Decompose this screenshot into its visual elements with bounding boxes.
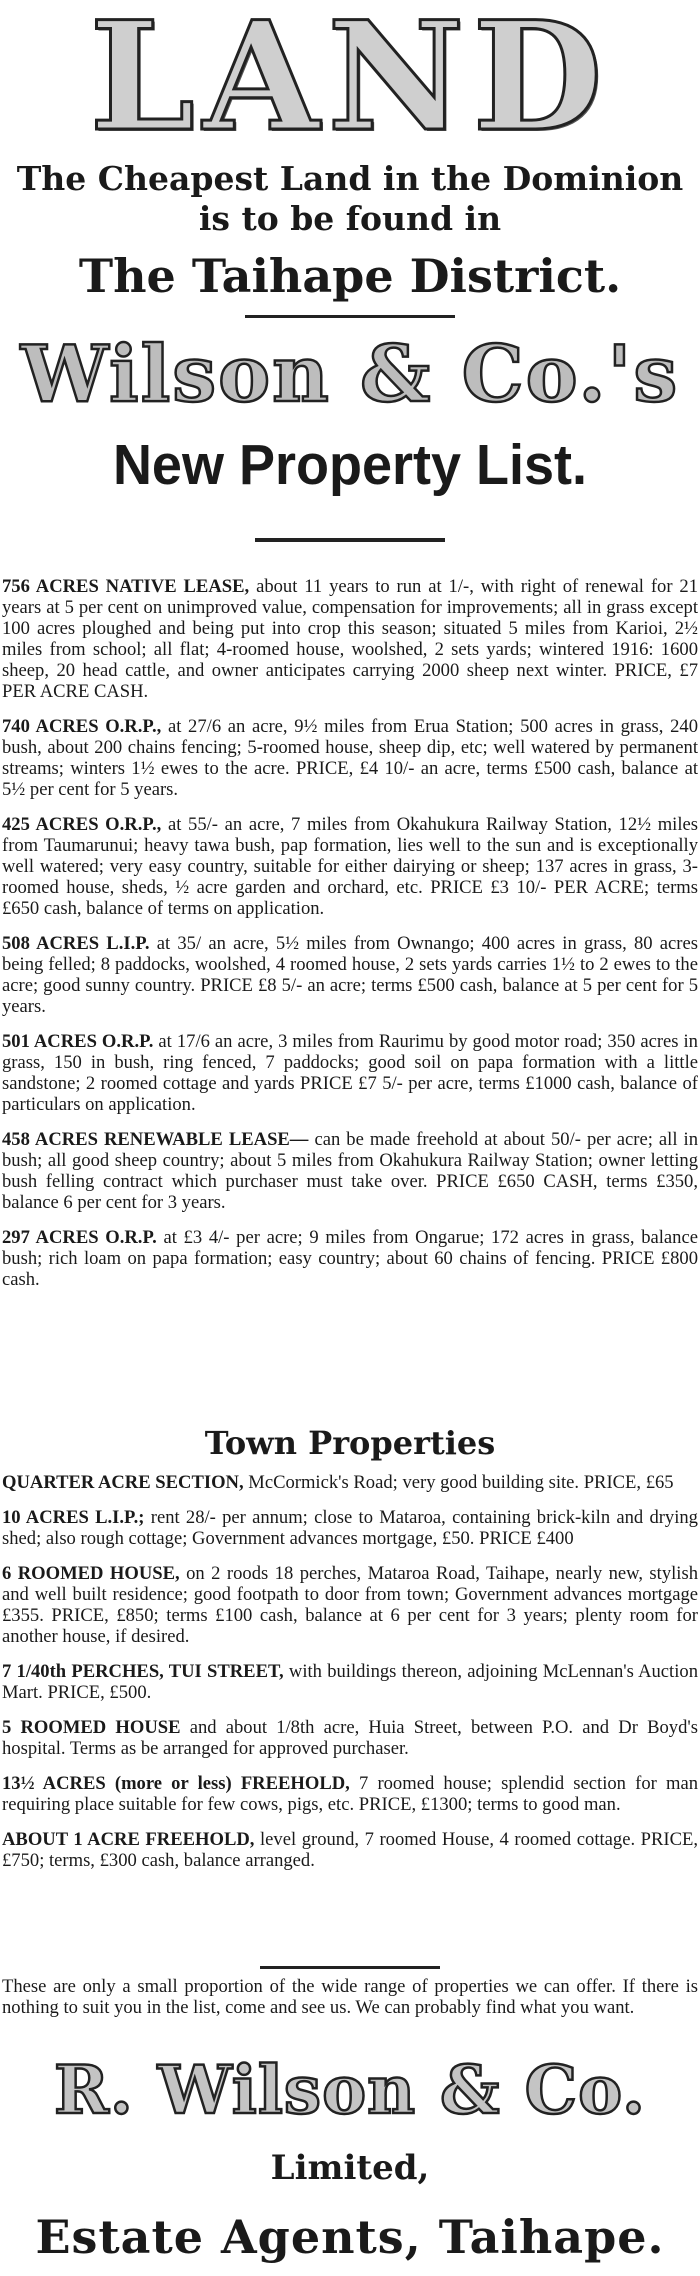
town-listing-item xyxy=(2,1472,698,1493)
listing-lead: 10 ACRES L.I.P.; xyxy=(2,1507,145,1528)
cheapest-land-subheading: The Cheapest Land in the Dominion xyxy=(16,159,684,198)
listing-body: with buildings thereon, adjoining McLennan's Auction Mart. PRICE, £500. xyxy=(2,1661,698,1703)
listing-lead: 297 ACRES O.R.P. xyxy=(2,1227,157,1248)
listing-lead: QUARTER ACRE SECTION, xyxy=(2,1472,244,1493)
listing-body: rent 28/- per annum; close to Mataroa, containing brick-kiln and drying shed; also rough cottage; Government advances mortgage, £50. PRICE £400 xyxy=(2,1507,698,1549)
listing-lead: 740 ACRES O.R.P., xyxy=(2,716,162,737)
listing-lead: 5 ROOMED HOUSE xyxy=(2,1717,181,1738)
listing-body: at 35/ an acre, 5½ miles from Ownango; 400 acres in grass, 80 acres being felled; 8 paddocks, woolshed, 4 roomed house, 2 sets yards carries 1½ to 2 ewes to the acre; good sunny country. PRICE £8 5/- an acre; terms £500 cash, balance at 5 per cent for 5 years. xyxy=(2,933,698,1017)
listing-body: about 11 years to run at 1/-, with right of renewal for 21 years at 5 per cent on unimproved value, compensation for improvements; all in grass except 100 acres ploughed and being put into crop this season; situated 5 miles from Karioi, 2½ miles from school; all flat; 4-roomed house, woolshed, 2 sets yards; wintered 1916: 1600 sheep, 20 head cattle, and owner anticipates carrying 2000 sheep next winter. PRICE, £7 PER ACRE CASH. xyxy=(2,576,699,702)
property-list-title: New Property List. xyxy=(112,433,588,497)
listing-lead: 7 1/40th PERCHES, TUI STREET, xyxy=(2,1661,284,1682)
listing-item xyxy=(2,1031,698,1115)
listing-lead: ABOUT 1 ACRE FREEHOLD, xyxy=(2,1829,255,1850)
listing-item xyxy=(2,933,698,1017)
town-listing-item xyxy=(2,1829,698,1871)
listing-body: at 17/6 an acre, 3 miles from Raurimu by good motor road; 350 acres in grass, 150 in bush, ring fenced, 7 paddocks; good soil on papa formation with a little sandstone; 2 roomed cottage and yards PRICE £7 5/- per acre, terms £1000 cash, balance of particulars on application. xyxy=(2,1031,698,1115)
listing-lead: 756 ACRES NATIVE LEASE, xyxy=(2,576,250,597)
town-listing-item xyxy=(2,1661,698,1703)
town-listing-item xyxy=(2,1507,698,1549)
listing-body: at 27/6 an acre, 9½ miles from Erua Station; 500 acres in grass, 240 bush, about 200 chains fencing; 5-roomed house, sheep dip, etc; well watered by permanent streams; winters 1½ ewes to the acre. PRICE, £4 10/- an acre, terms £500 cash, balance at 5½ per cent for 5 years. xyxy=(2,716,698,800)
listing-item xyxy=(2,1227,698,1290)
listing-lead: 508 ACRES L.I.P. xyxy=(2,933,150,954)
divider-rule xyxy=(255,538,445,542)
listing-item xyxy=(2,576,698,702)
listing-lead: 458 ACRES RENEWABLE LEASE— xyxy=(2,1129,309,1150)
footer-limited: Limited, xyxy=(270,2148,430,2188)
listing-item xyxy=(2,814,698,919)
listing-body: at £3 4/- per acre; 9 miles from Ongarue; 172 acres in grass, balance bush; rich loam on papa formation; easy country; about 60 chains of fencing. PRICE £800 cash. xyxy=(2,1227,698,1290)
town-properties-heading: Town Properties xyxy=(204,1424,496,1462)
listing-body: on 2 roods 18 perches, Mataroa Road, Taihape, nearly new, stylish and well built residence; good footpath to door from town; Government advances mortgage £355. PRICE, £850; terms £100 cash, balance at 6 per cent for 3 years; plenty room for another house, if desired. xyxy=(2,1563,698,1647)
firm-headline: Wilson & Co.'s xyxy=(20,329,680,420)
listing-item xyxy=(2,716,698,800)
town-listing-item xyxy=(2,1717,698,1759)
town-listing-item xyxy=(2,1773,698,1815)
listing-lead: 425 ACRES O.R.P., xyxy=(2,814,162,835)
listing-body: can be made freehold at about 50/- per acre; all in bush; all good sheep country; about 5 miles from Okahukura Railway Station; owner letting bush felling contract which purchaser must take over. PRICE £650 CASH, terms £350, balance 6 per cent for 3 years. xyxy=(2,1129,698,1213)
divider-rule xyxy=(260,1966,440,1969)
footer-firm-name: R. Wilson & Co. xyxy=(54,2051,646,2129)
listing-lead: 501 ACRES O.R.P. xyxy=(2,1031,154,1052)
listing-body: McCormick's Road; very good building site. PRICE, £65 xyxy=(248,1472,674,1493)
listing-body: level ground, 7 roomed House, 4 roomed cottage. PRICE, £750; terms, £300 cash, balance arranged. xyxy=(2,1829,699,1871)
district-heading: The Taihape District. xyxy=(78,249,622,303)
listing-body: and about 1/8th acre, Huia Street, between P.O. and Dr Boyd's hospital. Terms as be arranged for approved purchaser. xyxy=(2,1717,698,1759)
footer-estate-agents: Estate Agents, Taihape. xyxy=(35,2210,665,2264)
listing-lead: 13½ ACRES (more or less) FREEHOLD, xyxy=(2,1773,350,1794)
to-be-found-line: is to be found in xyxy=(198,199,502,238)
listing-body: at 55/- an acre, 7 miles from Okahukura Railway Station, 12½ miles from Taumarunui; heavy tawa bush, pap formation, lies well to the sun and is exceptionally well watered; very easy country, suitable for either dairying or sheep; 137 acres in grass, 3- roomed house, sheds, ½ acre garden and orchard, etc. PRICE £3 10/- PER ACRE; terms £650 cash, balance of terms on application. xyxy=(2,814,699,919)
rural-listings xyxy=(2,576,698,1304)
listing-lead: 6 ROOMED HOUSE, xyxy=(2,1563,180,1584)
closing-notice: These are only a small proportion of the wide range of properties we can offer. If there is nothing to suit you in the list, come and see us. We can probably find what you want. xyxy=(2,1976,698,2018)
land-headline: LAND xyxy=(89,0,611,165)
listing-body: 7 roomed house; splendid section for man requiring place suitable for few cows, pigs, etc. PRICE, £1300; terms to good man. xyxy=(2,1773,698,1815)
listing-item xyxy=(2,1129,698,1213)
town-listings xyxy=(2,1472,698,1885)
town-listing-item xyxy=(2,1563,698,1647)
divider-rule xyxy=(245,315,455,318)
